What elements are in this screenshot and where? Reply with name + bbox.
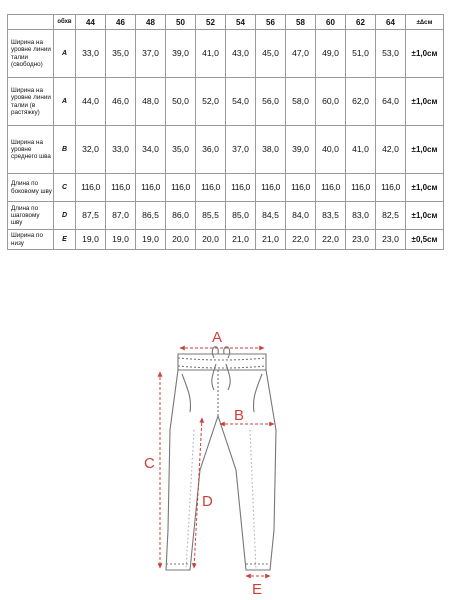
- label-b: B: [234, 407, 245, 424]
- value-cell: 35,0: [106, 30, 136, 78]
- value-cell: 83,0: [346, 202, 376, 230]
- value-cell: 21,0: [256, 230, 286, 250]
- value-cell: 82,5: [376, 202, 406, 230]
- header-row: [8, 15, 444, 30]
- size-table: [7, 14, 444, 250]
- value-cell: 37,0: [136, 30, 166, 78]
- value-cell: 85,5: [196, 202, 226, 230]
- value-cell: 116,0: [286, 174, 316, 202]
- value-cell: 116,0: [166, 174, 196, 202]
- size-header: 62: [346, 15, 376, 30]
- value-cell: 116,0: [316, 174, 346, 202]
- value-cell: 52,0: [196, 78, 226, 126]
- letter-cell: C: [54, 174, 76, 202]
- size-header: 50: [166, 15, 196, 30]
- parameter-cell: Ширина на уровне линии талии (свободно): [8, 30, 54, 78]
- value-cell: 20,0: [196, 230, 226, 250]
- table-row: [8, 78, 444, 126]
- value-cell: 22,0: [286, 230, 316, 250]
- value-cell: 86,0: [166, 202, 196, 230]
- letter-cell: B: [54, 126, 76, 174]
- value-cell: 116,0: [136, 174, 166, 202]
- value-cell: 53,0: [376, 30, 406, 78]
- value-cell: 43,0: [226, 30, 256, 78]
- value-cell: 60,0: [316, 78, 346, 126]
- value-cell: 20,0: [166, 230, 196, 250]
- value-cell: 47,0: [286, 30, 316, 78]
- value-cell: 116,0: [196, 174, 226, 202]
- value-cell: 32,0: [76, 126, 106, 174]
- table-row: [8, 202, 444, 230]
- value-cell: 34,0: [136, 126, 166, 174]
- value-cell: 19,0: [136, 230, 166, 250]
- pocket-left: [182, 374, 191, 412]
- tolerance-cell: ±1,0см: [406, 30, 444, 78]
- letter-cell: A: [54, 30, 76, 78]
- param-header: [8, 15, 54, 30]
- pocket-right: [253, 374, 262, 412]
- value-cell: 36,0: [196, 126, 226, 174]
- parameter-cell: Длина по шаговому шву: [8, 202, 54, 230]
- value-cell: 54,0: [226, 78, 256, 126]
- value-cell: 64,0: [376, 78, 406, 126]
- tolerance-header: ±∆см: [406, 15, 444, 30]
- value-cell: 23,0: [376, 230, 406, 250]
- value-cell: 84,5: [256, 202, 286, 230]
- size-header: 52: [196, 15, 226, 30]
- value-cell: 23,0: [346, 230, 376, 250]
- value-cell: 62,0: [346, 78, 376, 126]
- parameter-cell: Длина по боковому шву: [8, 174, 54, 202]
- value-cell: 40,0: [316, 126, 346, 174]
- value-cell: 49,0: [316, 30, 346, 78]
- parameter-cell: Ширина на уровне линии талии (в растяжку): [8, 78, 54, 126]
- value-cell: 45,0: [256, 30, 286, 78]
- value-cell: 21,0: [226, 230, 256, 250]
- table-row: [8, 30, 444, 78]
- letter-cell: E: [54, 230, 76, 250]
- value-cell: 46,0: [106, 78, 136, 126]
- trousers-silhouette: [166, 370, 276, 570]
- size-header: 46: [106, 15, 136, 30]
- size-header: 58: [286, 15, 316, 30]
- parameter-cell: Ширина на уровне среднего шва: [8, 126, 54, 174]
- value-cell: 37,0: [226, 126, 256, 174]
- dimension-d: [194, 418, 202, 568]
- letter-cell: D: [54, 202, 76, 230]
- value-cell: 116,0: [376, 174, 406, 202]
- dimension-lines: [160, 348, 274, 576]
- value-cell: 116,0: [76, 174, 106, 202]
- value-cell: 22,0: [316, 230, 346, 250]
- value-cell: 87,0: [106, 202, 136, 230]
- size-header: 44: [76, 15, 106, 30]
- tolerance-cell: ±1,0см: [406, 126, 444, 174]
- value-cell: 116,0: [346, 174, 376, 202]
- table-row: [8, 174, 444, 202]
- value-cell: 51,0: [346, 30, 376, 78]
- value-cell: 19,0: [76, 230, 106, 250]
- tolerance-cell: ±1,0см: [406, 78, 444, 126]
- value-cell: 86,5: [136, 202, 166, 230]
- value-cell: 116,0: [256, 174, 286, 202]
- value-cell: 42,0: [376, 126, 406, 174]
- value-cell: 39,0: [286, 126, 316, 174]
- value-cell: 87,5: [76, 202, 106, 230]
- trousers-outline: [166, 347, 276, 570]
- size-header: 60: [316, 15, 346, 30]
- value-cell: 44,0: [76, 78, 106, 126]
- value-cell: 48,0: [136, 78, 166, 126]
- value-cell: 58,0: [286, 78, 316, 126]
- value-cell: 41,0: [346, 126, 376, 174]
- value-cell: 50,0: [166, 78, 196, 126]
- letter-cell: A: [54, 78, 76, 126]
- table-row: [8, 126, 444, 174]
- value-cell: 38,0: [256, 126, 286, 174]
- value-cell: 35,0: [166, 126, 196, 174]
- size-header: 54: [226, 15, 256, 30]
- size-header: 48: [136, 15, 166, 30]
- trousers-diagram: [130, 320, 320, 595]
- value-cell: 84,0: [286, 202, 316, 230]
- value-cell: 83,5: [316, 202, 346, 230]
- value-cell: 116,0: [106, 174, 136, 202]
- size-header: 64: [376, 15, 406, 30]
- label-e: E: [252, 581, 263, 595]
- tolerance-cell: ±1,0см: [406, 174, 444, 202]
- label-a: A: [212, 329, 223, 346]
- tolerance-cell: ±0,5см: [406, 230, 444, 250]
- value-cell: 116,0: [226, 174, 256, 202]
- value-cell: 85,0: [226, 202, 256, 230]
- value-cell: 33,0: [76, 30, 106, 78]
- value-cell: 56,0: [256, 78, 286, 126]
- parameter-cell: Ширина по низу: [8, 230, 54, 250]
- corner-label: обхв: [54, 15, 76, 30]
- value-cell: 19,0: [106, 230, 136, 250]
- value-cell: 39,0: [166, 30, 196, 78]
- value-cell: 41,0: [196, 30, 226, 78]
- value-cell: 33,0: [106, 126, 136, 174]
- label-c: C: [144, 455, 155, 472]
- size-header: 56: [256, 15, 286, 30]
- label-d: D: [202, 493, 213, 510]
- tolerance-cell: ±1,0см: [406, 202, 444, 230]
- table-row: [8, 230, 444, 250]
